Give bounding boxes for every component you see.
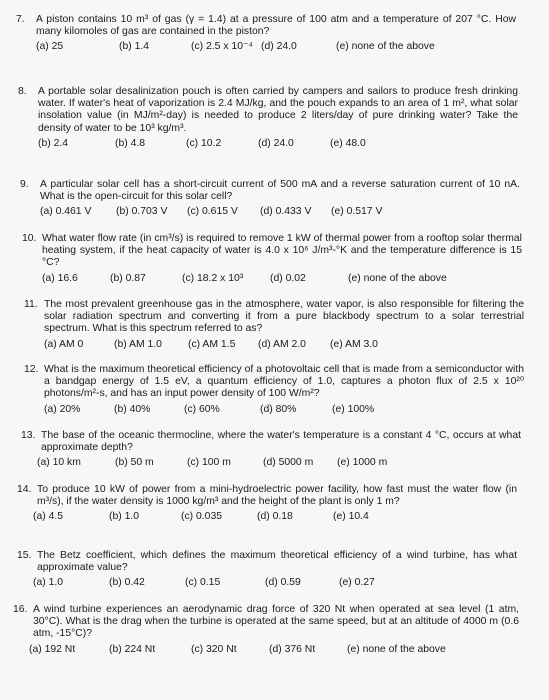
question-number: 9. bbox=[20, 179, 29, 190]
answer-options bbox=[37, 457, 521, 470]
option-d: (d) 5000 m bbox=[263, 457, 314, 469]
option-d: (d) 0.18 bbox=[257, 511, 293, 523]
option-e: (e) AM 3.0 bbox=[330, 338, 378, 350]
option-a: (a) 1.0 bbox=[33, 577, 64, 589]
option-e: (e) 100% bbox=[332, 403, 375, 415]
option-e: (e) none of the above bbox=[347, 643, 446, 655]
question-text: A wind turbine experiences an aerodynamic drag force of 320 Nt when operated at sea level (1 atm, 30°C). What is the drag when the turbine is operated at the same speed, but at an altitude of 4000 m (0.6 atm, -15°C)? bbox=[33, 604, 519, 640]
option-c: (c) 0.035 bbox=[181, 511, 223, 523]
question-number: 14. bbox=[17, 484, 32, 495]
option-c: (c) 0.15 bbox=[185, 577, 221, 589]
answer-options bbox=[42, 273, 522, 286]
answer-options bbox=[33, 511, 517, 524]
option-a: (a) 20% bbox=[44, 403, 81, 415]
option-e: (e) 48.0 bbox=[330, 137, 366, 149]
question-16 bbox=[13, 604, 519, 657]
option-e: (e) 0.27 bbox=[339, 577, 375, 589]
question-text: To produce 10 kW of power from a mini-hydroelectric power facility, how fast must the water flow (in m³/s), if the water density is 1000 kg/m³ and the height of the plant is only 1 m? bbox=[37, 484, 517, 508]
option-c: (c) 18.2 x 10³ bbox=[182, 272, 244, 284]
option-a: (a) 16.6 bbox=[42, 272, 78, 284]
question-text: A particular solar cell has a short-circuit current of 500 mA and a reverse saturation current of 10 nA. What is the open-circuit for this solar cell? bbox=[40, 179, 520, 203]
question-number: 8. bbox=[18, 86, 27, 97]
answer-options bbox=[38, 138, 518, 151]
option-d: (d) 376 Nt bbox=[269, 643, 316, 655]
question-9 bbox=[20, 179, 520, 219]
option-b: (b) 1.4 bbox=[119, 41, 150, 53]
answer-options bbox=[40, 206, 520, 219]
option-a: (a) AM 0 bbox=[44, 338, 84, 350]
option-b: (b) 4.8 bbox=[115, 137, 146, 149]
option-c: (c) 0.615 V bbox=[187, 206, 238, 218]
question-10 bbox=[22, 233, 522, 286]
question-number: 13. bbox=[21, 430, 36, 441]
option-a: (a) 10 km bbox=[37, 457, 81, 469]
option-d: (d) 80% bbox=[260, 403, 297, 415]
question-11 bbox=[24, 299, 524, 352]
option-c: (c) 100 m bbox=[187, 457, 231, 469]
option-b: (b) 0.703 V bbox=[116, 206, 168, 218]
option-d: (d) 0.433 V bbox=[260, 206, 312, 218]
question-number: 11. bbox=[24, 299, 38, 310]
question-number: 7. bbox=[16, 14, 25, 25]
option-e: (e) none of the above bbox=[348, 272, 447, 284]
option-e: (e) 10.4 bbox=[333, 511, 369, 523]
question-text: What water flow rate (in cm³/s) is required to remove 1 kW of thermal power from a rooftop solar thermal heating system, if the heat capacity of water is 4.0 x 10⁶ J/m³-°K and the temperature difference is 15 °C? bbox=[42, 233, 522, 269]
option-e: (e) 0.517 V bbox=[331, 206, 383, 218]
answer-options bbox=[36, 41, 516, 54]
option-a: (a) 25 bbox=[36, 41, 64, 53]
question-text: The most prevalent greenhouse gas in the atmosphere, water vapor, is also responsible for filtering the solar radiation spectrum and converting it from a pure blackbody spectrum to a solar terrestrial spectrum. What is this spectrum referred to as? bbox=[44, 299, 524, 335]
answer-options bbox=[33, 577, 517, 590]
option-e: (e) 1000 m bbox=[337, 457, 388, 469]
option-b: (b) 0.42 bbox=[109, 577, 145, 589]
option-e: (e) none of the above bbox=[336, 41, 435, 53]
option-b: (b) 0.87 bbox=[110, 272, 146, 284]
question-14 bbox=[17, 484, 517, 524]
option-a: (b) 2.4 bbox=[38, 137, 69, 149]
option-b: (b) 40% bbox=[114, 403, 151, 415]
question-text: The base of the oceanic thermocline, where the water's temperature is a constant 4 °C, occurs at what approximate depth? bbox=[41, 430, 521, 454]
question-number: 15. bbox=[17, 550, 32, 561]
question-8 bbox=[18, 86, 518, 151]
option-b: (b) 50 m bbox=[115, 457, 154, 469]
option-d: (d) 24.0 bbox=[258, 137, 294, 149]
option-a: (a) 192 Nt bbox=[29, 643, 76, 655]
option-b: (b) 1.0 bbox=[109, 511, 140, 523]
option-d: (d) 24.0 bbox=[261, 41, 297, 53]
question-text: A portable solar desalinization pouch is often carried by campers and sailors to produce fresh drinking water. If water's heat of vaporization is 2.4 MJ/kg, and the pouch expands to an area of 1 m², what solar insolation value (in MJ/m²-day) is needed to produce 2 liters/day of pure drinking water? Take the density of water to be 10³ kg/m³. bbox=[38, 86, 518, 134]
option-d: (d) 0.59 bbox=[265, 577, 301, 589]
option-d: (d) 0.02 bbox=[270, 272, 306, 284]
option-c: (c) 10.2 bbox=[186, 137, 222, 149]
option-b: (b) 224 Nt bbox=[109, 643, 156, 655]
question-15 bbox=[17, 550, 517, 590]
option-a: (a) 4.5 bbox=[33, 511, 64, 523]
question-13 bbox=[21, 430, 521, 470]
answer-options bbox=[44, 404, 524, 417]
option-c: (c) 2.5 x 10⁻⁴ bbox=[191, 41, 253, 53]
question-number: 16. bbox=[13, 604, 28, 615]
option-c: (c) 320 Nt bbox=[191, 643, 237, 655]
question-7 bbox=[16, 14, 516, 54]
question-text: A piston contains 10 m³ of gas (γ = 1.4) at a pressure of 100 atm and a temperature of 207 °C. How many kilomoles of gas are contained in the piston? bbox=[36, 14, 516, 38]
option-d: (d) AM 2.0 bbox=[258, 338, 306, 350]
question-text: What is the maximum theoretical efficiency of a photovoltaic cell that is made from a semiconductor with a bandgap energy of 1.5 eV, a quantum efficiency of 1.0, captures a photon flux of 2.5 x 10²⁰ photons/m²-s, and has an input power density of 100 W/m²? bbox=[44, 364, 524, 400]
question-number: 10. bbox=[22, 233, 37, 244]
option-c: (c) AM 1.5 bbox=[188, 338, 236, 350]
option-a: (a) 0.461 V bbox=[40, 206, 92, 218]
question-number: 12. bbox=[24, 364, 39, 375]
option-b: (b) AM 1.0 bbox=[114, 338, 162, 350]
question-12 bbox=[24, 364, 524, 417]
answer-options bbox=[29, 644, 519, 657]
answer-options bbox=[44, 339, 524, 352]
option-c: (c) 60% bbox=[184, 403, 220, 415]
question-text: The Betz coefficient, which defines the maximum theoretical efficiency of a wind turbine, has what approximate value? bbox=[37, 550, 517, 574]
